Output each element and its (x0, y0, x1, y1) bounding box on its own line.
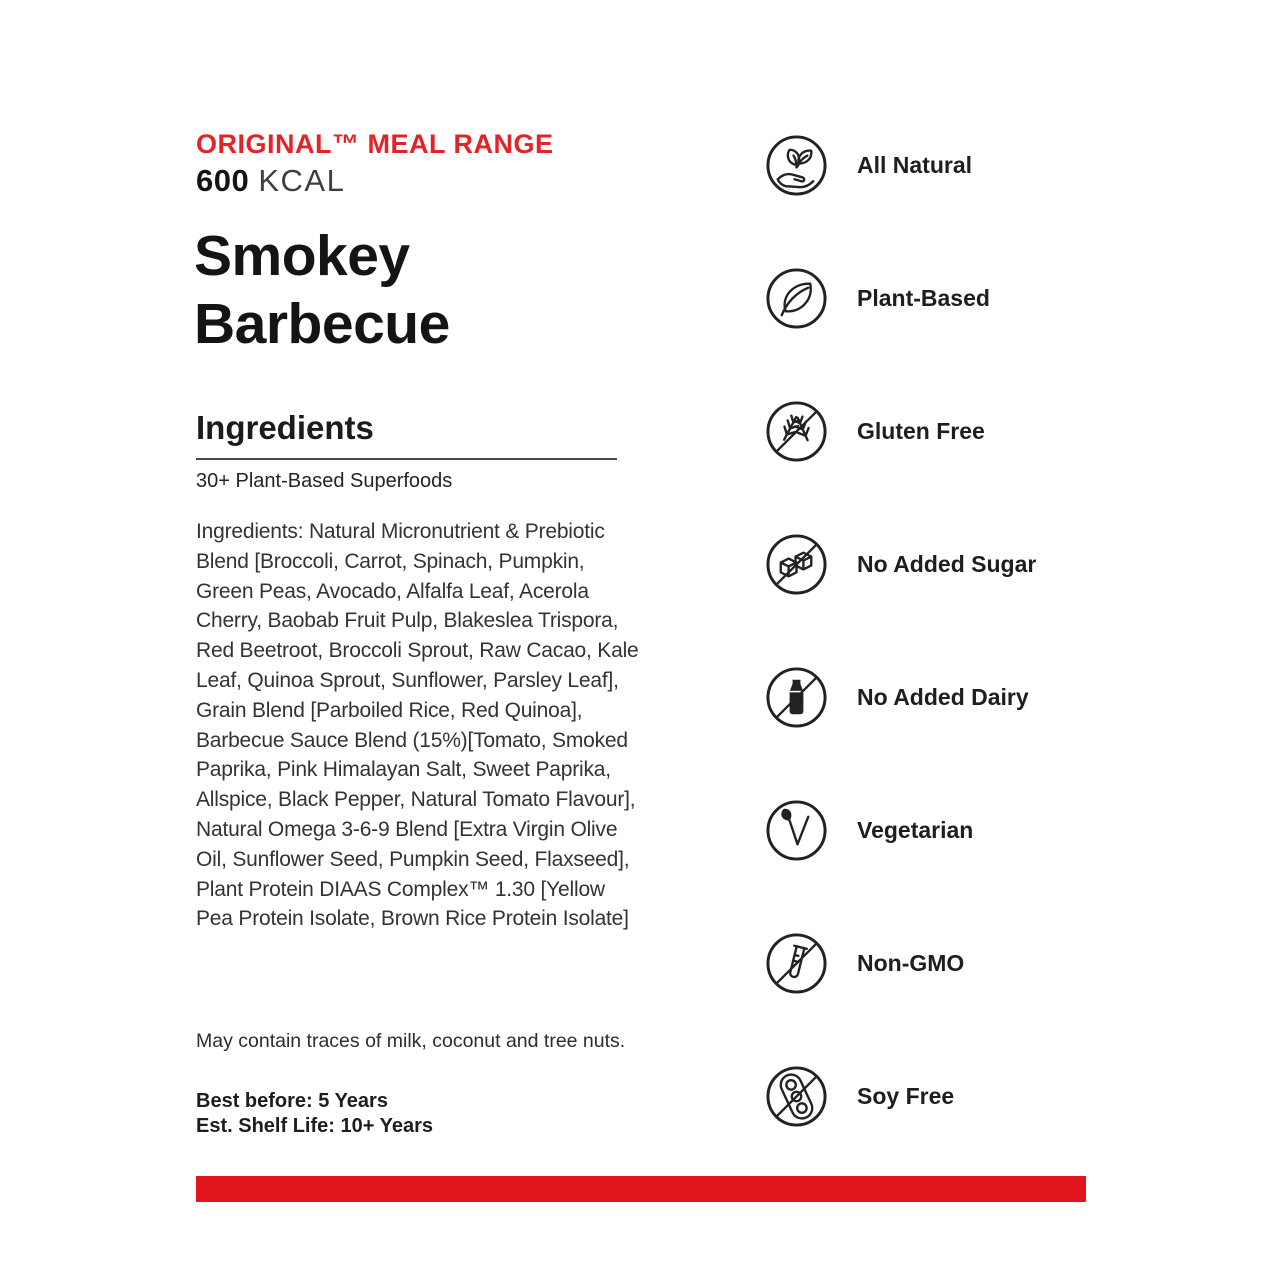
badge-label: All Natural (857, 152, 973, 178)
kcal-value: 600 (196, 163, 250, 198)
badge-soy-free (765, 1065, 1036, 1128)
ingredients-subheading: 30+ Plant-Based Superfoods (196, 470, 453, 492)
badge-non-gmo (765, 932, 1036, 995)
crossed-milk-bottle-icon (765, 666, 828, 729)
badge-no-added-sugar (765, 533, 1036, 596)
crossed-wheat-icon (765, 400, 828, 463)
allergen-note: May contain traces of milk, coconut and tree nuts. (196, 1030, 626, 1052)
best-before-text: Best before: 5 Years (196, 1090, 388, 1112)
leaf-icon (765, 267, 828, 330)
badge-label: No Added Dairy (857, 684, 1029, 710)
crossed-sugar-cubes-icon (765, 533, 828, 596)
badge-label: Non-GMO (857, 950, 965, 976)
badge-no-added-dairy (765, 666, 1036, 729)
kcal-line (196, 163, 345, 199)
v-leaf-icon (765, 799, 828, 862)
crossed-test-tube-icon (765, 932, 828, 995)
hand-holding-leaves-icon (765, 134, 828, 197)
ingredients-body: Ingredients: Natural Micronutrient & Prebiotic Blend [Broccoli, Carrot, Spinach, Pumpkin, Green Peas, Avocado, Alfalfa Leaf, Acerola Cherry, Baobab Fruit Pulp, Blakeslea Trispora, Red Beetroot, Broccoli Sprout, Raw Cacao, Kale Leaf, Quinoa Sprout, Sunflower, Parsley Leaf], Grain Blend [Parboiled Rice, Red Quinoa], Barbecue Sauce Blend (15%)[Tomato, Smoked Paprika, Pink Himalayan Salt, Sweet Paprika, Allspice, Black Pepper, Natural Tomato Flavour], Natural Omega 3-6-9 Blend [Extra Virgin Olive Oil, Sunflower Seed, Pumpkin Seed, Flaxseed], Plant Protein DIAAS Complex™ 1.30 [Yellow Pea Protein Isolate, Brown Rice Protein Isolate] (196, 520, 639, 931)
badge-all-natural (765, 134, 1036, 197)
shelf-info (196, 1089, 433, 1138)
badge-vegetarian (765, 799, 1036, 862)
ingredients-divider (196, 458, 617, 460)
crossed-soybean-icon (765, 1065, 828, 1128)
ingredients-heading: Ingredients (196, 409, 374, 446)
kcal-unit: KCAL (258, 163, 346, 198)
product-name: Smokey Barbecue (194, 224, 450, 356)
badge-gluten-free (765, 400, 1036, 463)
range-label: ORIGINAL™ MEAL RANGE (196, 129, 554, 159)
badge-plant-based (765, 267, 1036, 330)
kcal-space (249, 163, 258, 198)
badge-label: No Added Sugar (857, 551, 1037, 577)
badge-label: Vegetarian (857, 817, 974, 843)
badge-list (765, 134, 1036, 1128)
red-footer-bar (196, 1176, 1086, 1202)
badge-label: Plant-Based (857, 285, 990, 311)
badge-label: Soy Free (857, 1083, 955, 1109)
badge-label: Gluten Free (857, 418, 985, 444)
shelf-life-text: Est. Shelf Life: 10+ Years (196, 1114, 433, 1137)
